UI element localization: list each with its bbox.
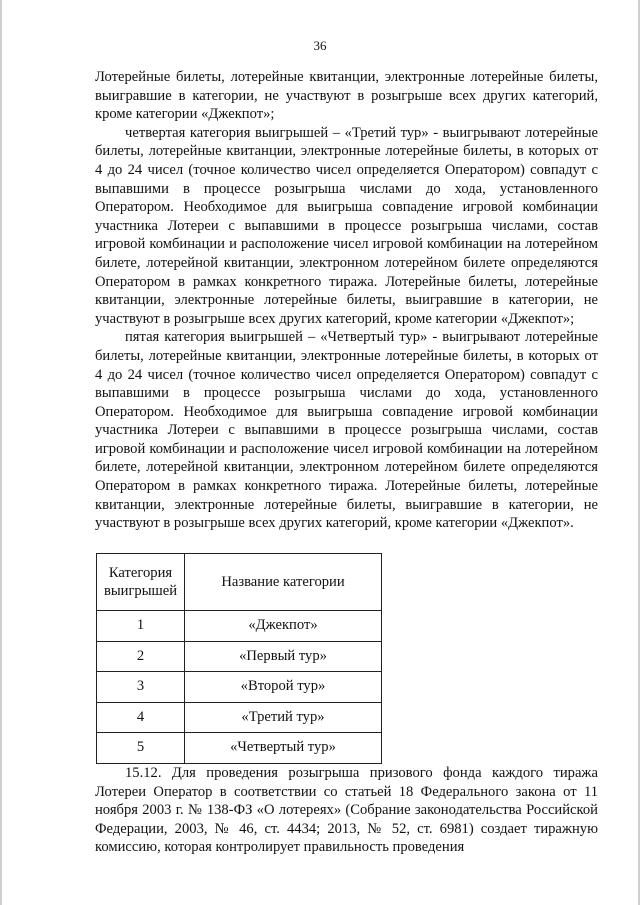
categories-table bbox=[96, 553, 382, 764]
row-name: «Третий тур» bbox=[185, 702, 382, 733]
row-number: 3 bbox=[97, 672, 185, 703]
header-category-number: Категория выигрышей bbox=[97, 554, 185, 611]
page-number: 36 bbox=[313, 38, 327, 53]
table-row bbox=[97, 641, 382, 672]
paragraph-1: Лотерейные билеты, лотерейные квитанции, электронные лотерейные билеты, выигравшие в категории, не участвуют в розыгрыше всех других категорий, кроме категории «Джекпот»; bbox=[95, 69, 598, 123]
section-15-12: 15.12. Для проведения розыгрыша призового фонда каждого тиража Лотереи Оператор в соответствии со статьей 18 Федерального закона от 11 ноября 2003 г. № 138-ФЗ «О лотереях» (Собрание законодательства Российской Федерации, 2003, № 46, ст. 4434; 2013, № 52, ст. 6981) создает тиражную комиссию, которая контролирует правильность проведения bbox=[95, 765, 598, 856]
table-row bbox=[97, 733, 382, 764]
body-text-upper bbox=[95, 68, 598, 533]
row-number: 1 bbox=[97, 611, 185, 642]
row-name: «Первый тур» bbox=[185, 641, 382, 672]
table-row bbox=[97, 611, 382, 642]
scan-edge-left bbox=[0, 0, 2, 905]
paragraph-3: пятая категория выигрышей – «Четвертый тур» - выигрывают лотерейные билеты, лотерейные квитанции, электронные лотерейные билеты, в которых от 4 до 24 чисел (точное количество чисел определяется Оператором) совпадут с выпавшими в процессе розыгрыша числами до хода, установленного Оператором. Необходимое для выигрыша совпадение игровой комбинации участника Лотереи с выпавшими в процессе розыгрыша числами, состав игровой комбинации и расположение чисел игровой комбинации на лотерейном билете, лотерейной квитанции, электронном лотерейном билете определяются Оператором в рамках конкретного тиража. Лотерейные билеты, лотерейные квитанции, электронные лотерейные билеты, выигравшие в категории, не участвуют в розыгрыше всех других категорий, кроме категории «Джекпот». bbox=[95, 329, 598, 532]
paragraph-2: четвертая категория выигрышей – «Третий тур» - выигрывают лотерейные билеты, лотерейные квитанции, электронные лотерейные билеты, в которых от 4 до 24 чисел (точное количество чисел определяется Оператором) совпадут с выпавшими в процессе розыгрыша числами до хода, установленного Оператором. Необходимое для выигрыша совпадение игровой комбинации участника Лотереи с выпавшими в процессе розыгрыша числами, состав игровой комбинации и расположение чисел игровой комбинации на лотерейном билете, лотерейной квитанции, электронном лотерейном билете определяются Оператором в рамках конкретного тиража. Лотерейные билеты, лотерейные квитанции, электронные лотерейные билеты, выигравшие в категории, не участвуют в розыгрыше всех других категорий, кроме категории «Джекпот»; bbox=[95, 124, 598, 327]
row-name: «Второй тур» bbox=[185, 672, 382, 703]
row-number: 2 bbox=[97, 641, 185, 672]
table-row bbox=[97, 702, 382, 733]
row-name: «Четвертый тур» bbox=[185, 733, 382, 764]
row-name: «Джекпот» bbox=[185, 611, 382, 642]
table-header-row bbox=[97, 554, 382, 611]
header-category-name: Название категории bbox=[185, 554, 382, 611]
body-text-lower bbox=[95, 764, 598, 857]
table-row bbox=[97, 672, 382, 703]
row-number: 4 bbox=[97, 702, 185, 733]
row-number: 5 bbox=[97, 733, 185, 764]
